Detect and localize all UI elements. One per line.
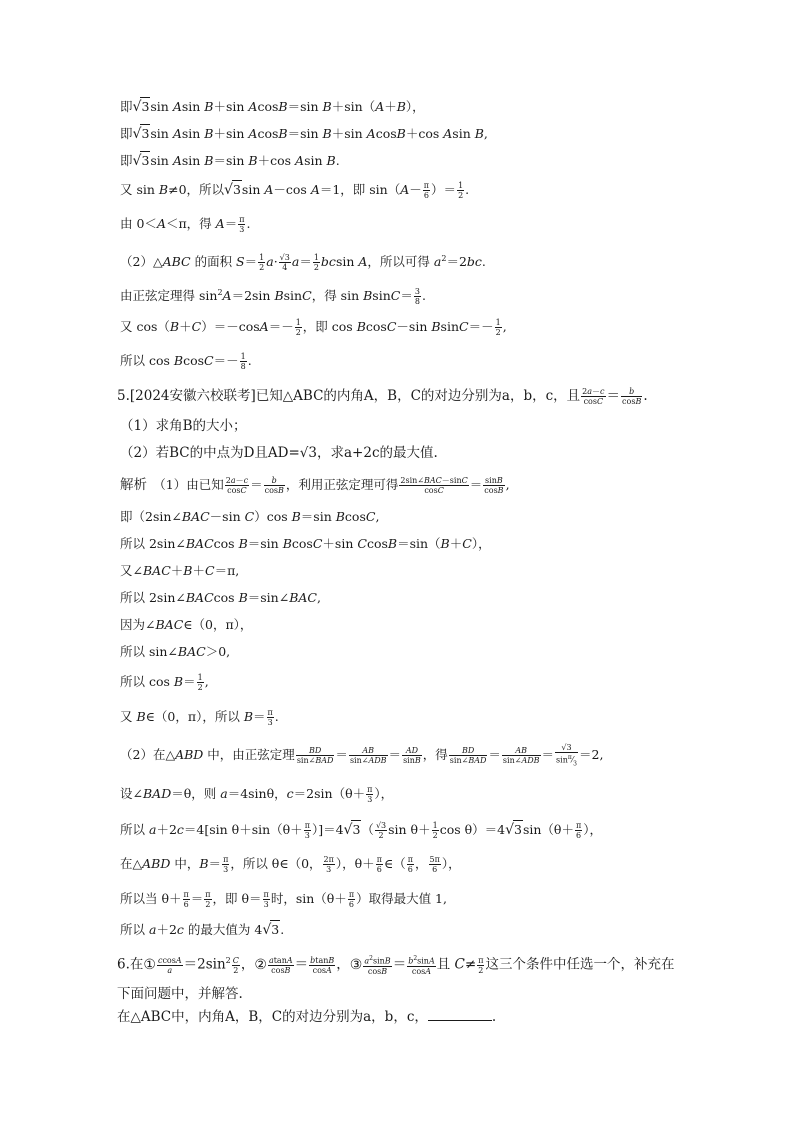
problem6-stem-line2: 下面问题中，并解答. [117, 986, 243, 1002]
problem5-part1: （1）求角B的大小； [120, 418, 247, 434]
eq-line-3: 即√3sin Asin B＝sin B＋cos Asin B. [120, 153, 340, 169]
analysis-line-11: 设∠BAD＝θ，则 a＝4sinθ，c＝2sin（θ＋ $\frac{\pi}{3}$ ）， [120, 785, 394, 804]
eq-line-1: 即√3sin Asin B＋sin AcosB＝sin B＋sin（A＋B）， [120, 99, 425, 115]
analysis-line-3: 所以 2sin∠BACcos B＝sin BcosC＋sin CcosB＝sin（B＋C）， [120, 536, 491, 551]
eq-line-5: 由 0＜A＜π，得 A＝ $\frac{\pi}{3}$ . [120, 215, 251, 234]
eq-line-6: （2）△ABC 的面积 S＝ $\frac{1}{2}$ a· $\frac{√3}{4}$ a＝ $\frac{1}{2}$ bcsin A，所以可得 $a^2=2bc$. [120, 253, 486, 273]
analysis-line-10: （2）在△ABD 中，由正弦定理 BD sin∠BAD ＝ AB sin∠ADB ＝ $\frac{AD}{\sin B}$ ，得 BD sin∠BAD ＝ AB sin∠ADB ＝ $\frac{√3}{\sin^\pi⁄_3}$ ＝2, [120, 743, 604, 768]
circle-3: ③ [349, 956, 363, 973]
analysis-line-9: 又 B∈（0，π），所以 B＝ $\frac{\pi}{3}$ . [120, 708, 279, 727]
analysis-line-7: 所以 sin∠BAC＞0, [120, 644, 231, 659]
problem5-stem: 5.[2024安徽六校联考]已知△ABC的内角A，B，C的对边分别为a，b，c，且 $\frac{2a-c}{\cos C}$ ＝ $\frac{b}{\cos B}$ . [117, 387, 648, 406]
analysis-line-15: 所以 a＋2c 的最大值为 4√3. [120, 922, 285, 938]
analysis-line-12: 所以 a＋2c＝4[sin θ＋sin（θ＋ $\frac{\pi}{3}$ ）]＝4√3（ $\frac{√3}{2}$ sin θ＋ $\frac{1}{2}$ cos θ）＝4√3sin（θ＋ $\frac{\pi}{6}$ ）， [120, 821, 602, 840]
problem6-stem-a: 6.在 [117, 956, 144, 973]
analysis-line-14: 所以当 θ＋ $\frac{\pi}{6}$ ＝ $\frac{\pi}{2}$ ，即 θ＝ $\frac{\pi}{3}$ 时，sin（θ＋ $\frac{\pi}{6}$ ）取得最大值 1, [120, 890, 447, 909]
analysis-line-2: 即（2sin∠BAC－sin C）cos B＝sin BcosC, [120, 509, 380, 524]
problem6-stem-d: 在△ABC中，内角A，B，C的对边分别为a，b，c， [117, 1009, 428, 1025]
eq-line-4: 又 sin B≠0，所以√3sin A－cos A＝1，即 sin（A－ $\frac{\pi}{6}$ ）＝ $\frac{1}{2}$ . [120, 181, 470, 200]
eq-line-2: 即√3sin Asin B＋sin AcosB＝sin B＋sin AcosB＋cos Asin B, [120, 126, 488, 142]
circle-2: ② [254, 956, 267, 973]
eq-line-9: 所以 cos BcosC＝－ $\frac{1}{8}$ . [120, 352, 252, 371]
eq-line-7: 由正弦定理得 $\sin^2A=2\sin$ BsinC，得 sin BsinC＝ $\frac{3}{8}$ . [120, 287, 426, 307]
analysis-line-6: 因为∠BAC∈（0，π）， [120, 617, 253, 632]
circle-1: ① [143, 956, 156, 973]
problem6-stem-line1: 6.在① $\frac{ccosA}{a}$ $=2\sin^2$ $\frac{C}{2}$ ，② $\frac{atanA}{\cos B}$ ＝ $\frac{btanB}{\cos A}$ ，③ $\frac{a^2\sin B}{\cos B}$ ＝ $\frac{b^2\sin A}{\cos A}$ 且 C≠ $\frac{\pi}{2}$ 这三个条件中任选一个，补充在 [117, 955, 675, 976]
problem5-part2: （2）若BC的中点为D且AD=√3，求a+2c的最大值. [120, 445, 438, 461]
problem5-stem-text: 已知△ABC的内角A，B，C的对边分别为a，b，c，且 [255, 388, 581, 404]
answer-blank[interactable] [428, 1008, 492, 1021]
analysis-line-5: 所以 2sin∠BACcos B＝sin∠BAC, [120, 590, 321, 605]
problem5-source: 5.[2024安徽六校联考] [117, 388, 256, 404]
analysis-line-1: 解析 （1）由已知 $\frac{2a-c}{\cos C}$ ＝ $\frac{b}{\cos B}$ ，利用正弦定理可得 2sin∠BAC－sinC cosC ＝ $\frac{\sin B}{\cos B}$ , [120, 476, 510, 495]
eq-line-8: 又 cos（B＋C）＝－cosA＝－ $\frac{1}{2}$ ，即 cos BcosC－sin BsinC＝－ $\frac{1}{2}$ , [120, 318, 507, 337]
analysis-line-13: 在△ABD 中，B＝ $\frac{\pi}{3}$ ，所以 θ∈（0， $\frac{2\pi}{3}$ ），θ＋ $\frac{\pi}{6}$ ∈（ $\frac{\pi}{6}$ ， $\frac{5\pi}{6}$ ）， [120, 855, 461, 874]
problem6-stem-line3: 在△ABC中，内角A，B，C的对边分别为a，b，c， . [117, 1009, 497, 1025]
analysis-line-4: 又∠BAC＋B＋C＝π, [120, 563, 240, 578]
analysis-line-8: 所以 cos B＝ $\frac{1}{2}$ , [120, 673, 209, 692]
analysis-label: 解析 [120, 477, 147, 493]
problem6-stem-b: 这三个条件中任选一个，补充在 [485, 956, 675, 973]
